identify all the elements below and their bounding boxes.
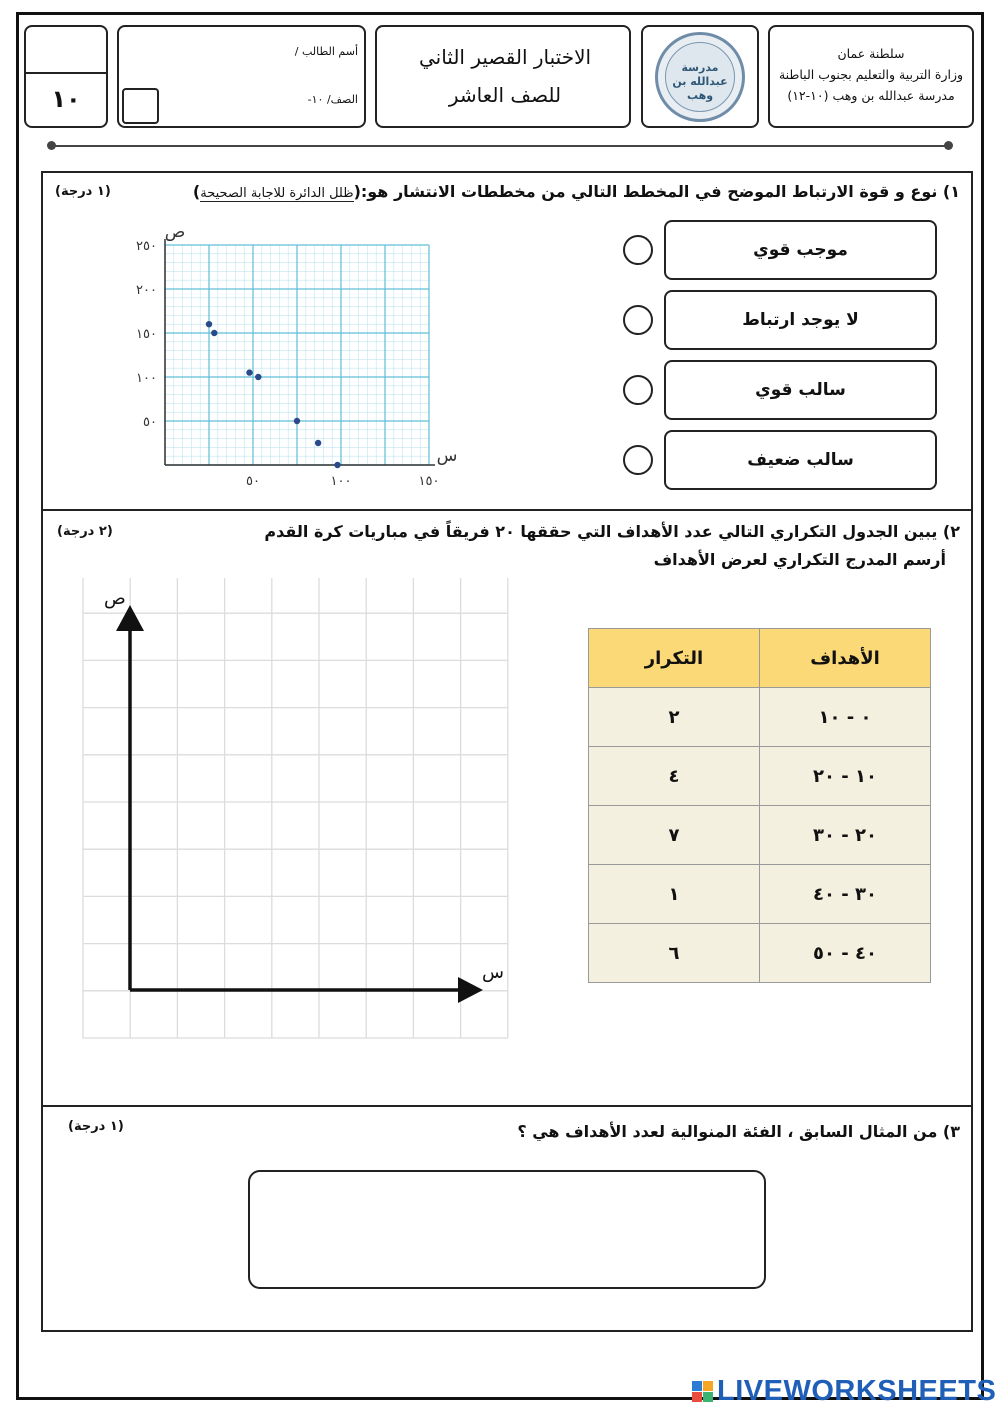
header-divider	[52, 145, 948, 147]
cell-goals: ٤٠ - ٥٠	[760, 924, 931, 983]
scatter-point	[211, 330, 217, 336]
y-tick-label: ١٠٠	[136, 371, 157, 386]
cell-goals: ٠ - ١٠	[760, 688, 931, 747]
cell-goals: ٢٠ - ٣٠	[760, 806, 931, 865]
option-negative-weak[interactable]	[664, 430, 937, 490]
histogram-y-label: ص	[104, 588, 126, 609]
y-tick-label: ٢٠٠	[136, 283, 157, 298]
option-circle-1[interactable]	[623, 235, 653, 265]
header-frequency: التكرار	[589, 629, 760, 688]
frequency-table	[588, 628, 931, 983]
option-no-correlation[interactable]	[664, 290, 937, 350]
x-axis-label: س	[436, 446, 458, 466]
table-header-row	[589, 629, 931, 688]
histogram-x-label: س	[482, 962, 504, 983]
score-input[interactable]	[122, 88, 159, 124]
scatter-chart	[100, 215, 480, 495]
y-tick-label: ٢٥٠	[136, 239, 157, 254]
ministry-box	[768, 25, 974, 128]
q1-mark: (١ درجة)	[55, 184, 111, 199]
x-axis-arrow-icon	[458, 977, 483, 1003]
answer-box[interactable]	[248, 1170, 766, 1289]
liveworksheets-logo	[692, 1374, 997, 1408]
option-circle-3[interactable]	[623, 375, 653, 405]
answer-text	[250, 1172, 764, 1212]
cell-frequency: ٦	[589, 924, 760, 983]
grade-title: للصف العاشر	[448, 83, 562, 107]
logo-box	[641, 25, 759, 128]
student-name-input[interactable]	[159, 35, 299, 69]
q1-instruction: ظلل الدائرة للاجابة الصحيحة	[200, 186, 354, 201]
option-label: موجب قوي	[753, 240, 848, 260]
histogram-grid[interactable]	[78, 575, 518, 1045]
scatter-point	[206, 321, 212, 327]
liveworksheets-text: LIVEWORKSHEETS	[717, 1374, 997, 1407]
q3-mark: (١ درجة)	[68, 1119, 124, 1134]
score-total: ١٠	[51, 85, 81, 113]
table-row	[589, 688, 931, 747]
cell-frequency: ٤	[589, 747, 760, 806]
cell-goals: ١٠ - ٢٠	[760, 747, 931, 806]
option-negative-strong[interactable]	[664, 360, 937, 420]
liveworksheets-icon	[692, 1381, 713, 1402]
student-box	[117, 25, 366, 128]
q2-sub-prompt: أرسم المدرج التكراري لعرض الأهداف	[653, 550, 946, 569]
option-positive-strong[interactable]	[664, 220, 937, 280]
ministry-line-1: سلطنة عمان	[837, 46, 905, 61]
table-row	[589, 747, 931, 806]
x-tick-label: ٥٠	[246, 474, 260, 489]
class-input[interactable]	[169, 83, 299, 117]
y-tick-label: ٥٠	[143, 415, 157, 430]
table-row	[589, 924, 931, 983]
cell-frequency: ١	[589, 865, 760, 924]
option-circle-4[interactable]	[623, 445, 653, 475]
q1-prompt-text: ١) نوع و قوة الارتباط الموضح في المخطط التالي من مخططات الانتشار هو:(	[353, 182, 960, 201]
q3-prompt: ٣) من المثال السابق ، الفئة المنوالية لعدد الأهداف هي ؟	[517, 1122, 960, 1141]
x-tick-label: ١٥٠	[418, 474, 440, 489]
q1-prompt	[193, 182, 960, 201]
table-row	[589, 806, 931, 865]
histogram-grid-lines	[83, 578, 508, 1038]
class-label: الصف/ ١٠-	[307, 93, 358, 106]
scatter-point	[246, 369, 252, 375]
scatter-point	[255, 374, 261, 380]
option-label: سالب قوي	[755, 380, 846, 400]
scatter-point	[315, 440, 321, 446]
scatter-point	[294, 418, 300, 424]
student-name-label: أسم الطالب /	[294, 45, 358, 58]
q1-instruction-close: )	[192, 182, 201, 201]
table-row	[589, 865, 931, 924]
header-goals: الأهداف	[760, 629, 931, 688]
y-tick-label: ١٥٠	[136, 327, 157, 342]
title-box	[375, 25, 631, 128]
q2-mark: (٢ درجة)	[57, 524, 113, 539]
y-axis-label: ص	[164, 222, 186, 242]
logo-text: مدرسة عبدالله بن وهب	[672, 61, 728, 102]
option-label: سالب ضعيف	[747, 450, 854, 470]
cell-frequency: ٧	[589, 806, 760, 865]
score-box	[24, 25, 108, 128]
cell-goals: ٣٠ - ٤٠	[760, 865, 931, 924]
ministry-line-3: مدرسة عبدالله بن وهب (١٠-١٢)	[787, 88, 955, 103]
option-label: لا يوجد ارتباط	[742, 310, 859, 330]
scatter-grid-major	[165, 245, 429, 465]
exam-title: الاختبار القصير الثاني	[418, 45, 592, 69]
x-tick-label: ١٠٠	[330, 474, 352, 489]
cell-frequency: ٢	[589, 688, 760, 747]
option-circle-2[interactable]	[623, 305, 653, 335]
q2-prompt: ٢) يبين الجدول التكراري التالي عدد الأهداف التي حققها ٢٠ فريقاً في مباريات كرة القدم	[264, 522, 960, 541]
ministry-line-2: وزارة التربية والتعليم بجنوب الباطنة	[778, 67, 964, 82]
school-logo	[655, 32, 745, 122]
scatter-point	[334, 462, 340, 468]
